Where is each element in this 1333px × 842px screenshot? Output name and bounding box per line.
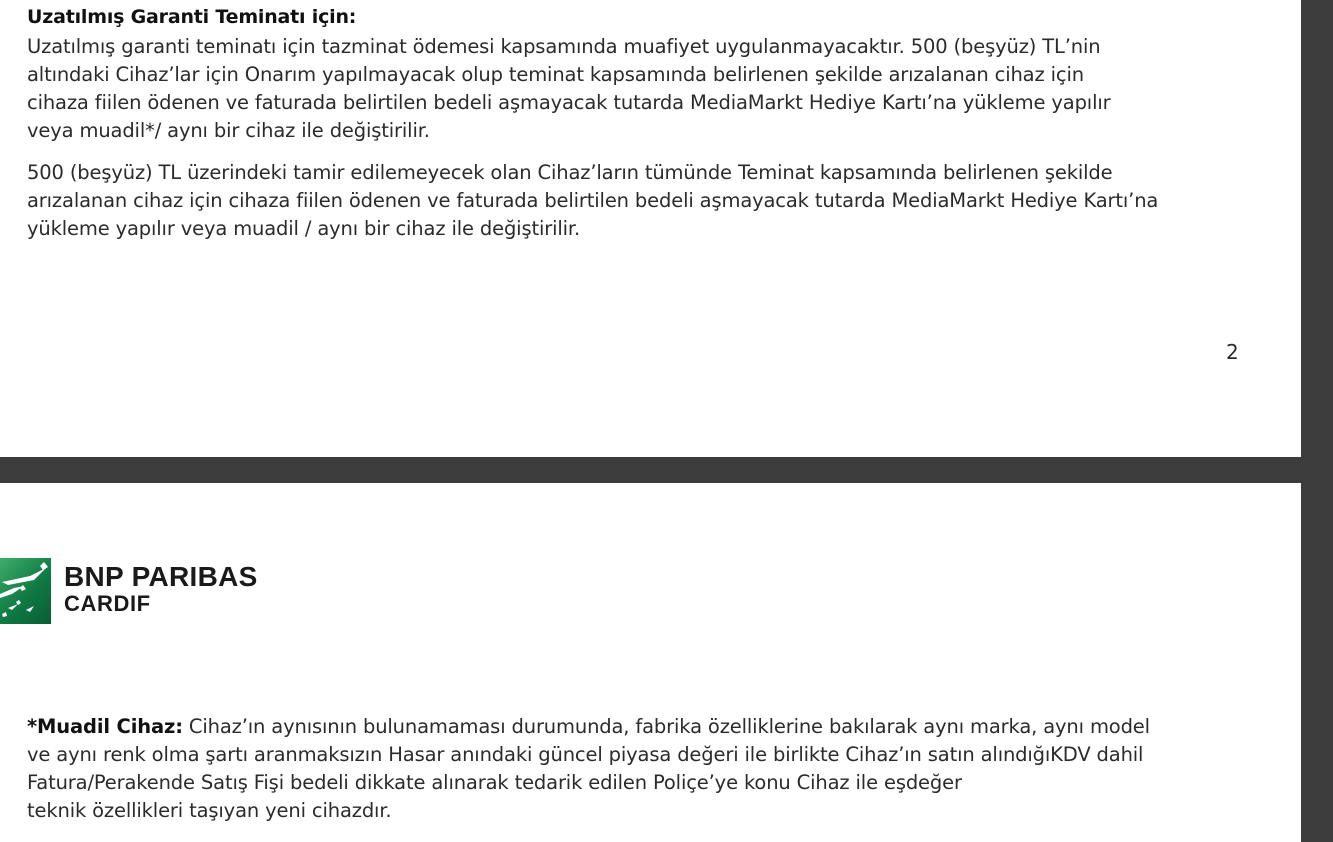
text-line bbox=[27, 713, 1227, 741]
text-line: 500 (beşyüz) TL üzerindeki tamir edilemeyecek olan Cihaz’ların tümünde Teminat kapsamında belirlenen şekilde bbox=[27, 161, 1113, 184]
company-logo-text bbox=[64, 562, 258, 616]
text-line: veya muadil*/ aynı bir cihaz ile değiştirilir. bbox=[27, 119, 430, 142]
text-line: cihaza fiilen ödenen ve faturada belirtilen bedeli aşmayacak tutarda MediaMarkt Hediye Kartı’na yükleme yapılır bbox=[27, 91, 1111, 114]
text-line: Fatura/Perakende Satış Fişi bedeli dikkate alınarak tedarik edilen Poliçe’ye konu Cihaz ile eşdeğer bbox=[27, 771, 962, 794]
viewer-scrollbar[interactable] bbox=[1301, 0, 1333, 842]
logo-line-bnp-paribas: BNP PARIBAS bbox=[64, 561, 258, 592]
page-number: 2 bbox=[1226, 340, 1239, 364]
text-line: teknik özellikleri taşıyan yeni cihazdır. bbox=[27, 799, 392, 822]
text-line: Uzatılmış garanti teminatı için tazminat ödemesi kapsamında muafiyet uygulanmayacaktır. 500 (beşyüz) TL’nin bbox=[27, 35, 1101, 58]
document-page-3 bbox=[0, 483, 1301, 842]
text-line: altındaki Cihaz’lar için Onarım yapılmayacak olup teminat kapsamında belirlenen şekilde arızalanan cihaz için bbox=[27, 63, 1084, 86]
text-line: yükleme yapılır veya muadil / aynı bir cihaz ile değiştirilir. bbox=[27, 217, 581, 240]
definition-text: Cihaz’ın aynısının bulunamaması durumunda, fabrika özelliklerine bakılarak aynı marka, aynı model bbox=[182, 715, 1150, 738]
definition-term: *Muadil Cihaz: bbox=[27, 715, 183, 738]
text-line: ve aynı renk olma şartı aranmaksızın Hasar anındaki güncel piyasa değeri ile birlikte Cihaz’ın satın alındığıKDV dahil bbox=[27, 743, 1144, 766]
bnp-paribas-stars-logo-icon bbox=[0, 558, 51, 624]
paragraph-over-500 bbox=[27, 159, 1242, 243]
text-line: arızalanan cihaz için cihaza fiilen ödenen ve faturada belirtilen bedeli aşmayacak tutarda MediaMarkt Hediye Kartı’na bbox=[27, 189, 1159, 212]
paragraph-equivalent-device-definition bbox=[27, 713, 1227, 825]
logo-line-cardif: CARDIF bbox=[64, 591, 151, 616]
paragraph-extended-warranty bbox=[27, 33, 1242, 145]
section-heading: Uzatılmış Garanti Teminatı için: bbox=[27, 6, 357, 28]
